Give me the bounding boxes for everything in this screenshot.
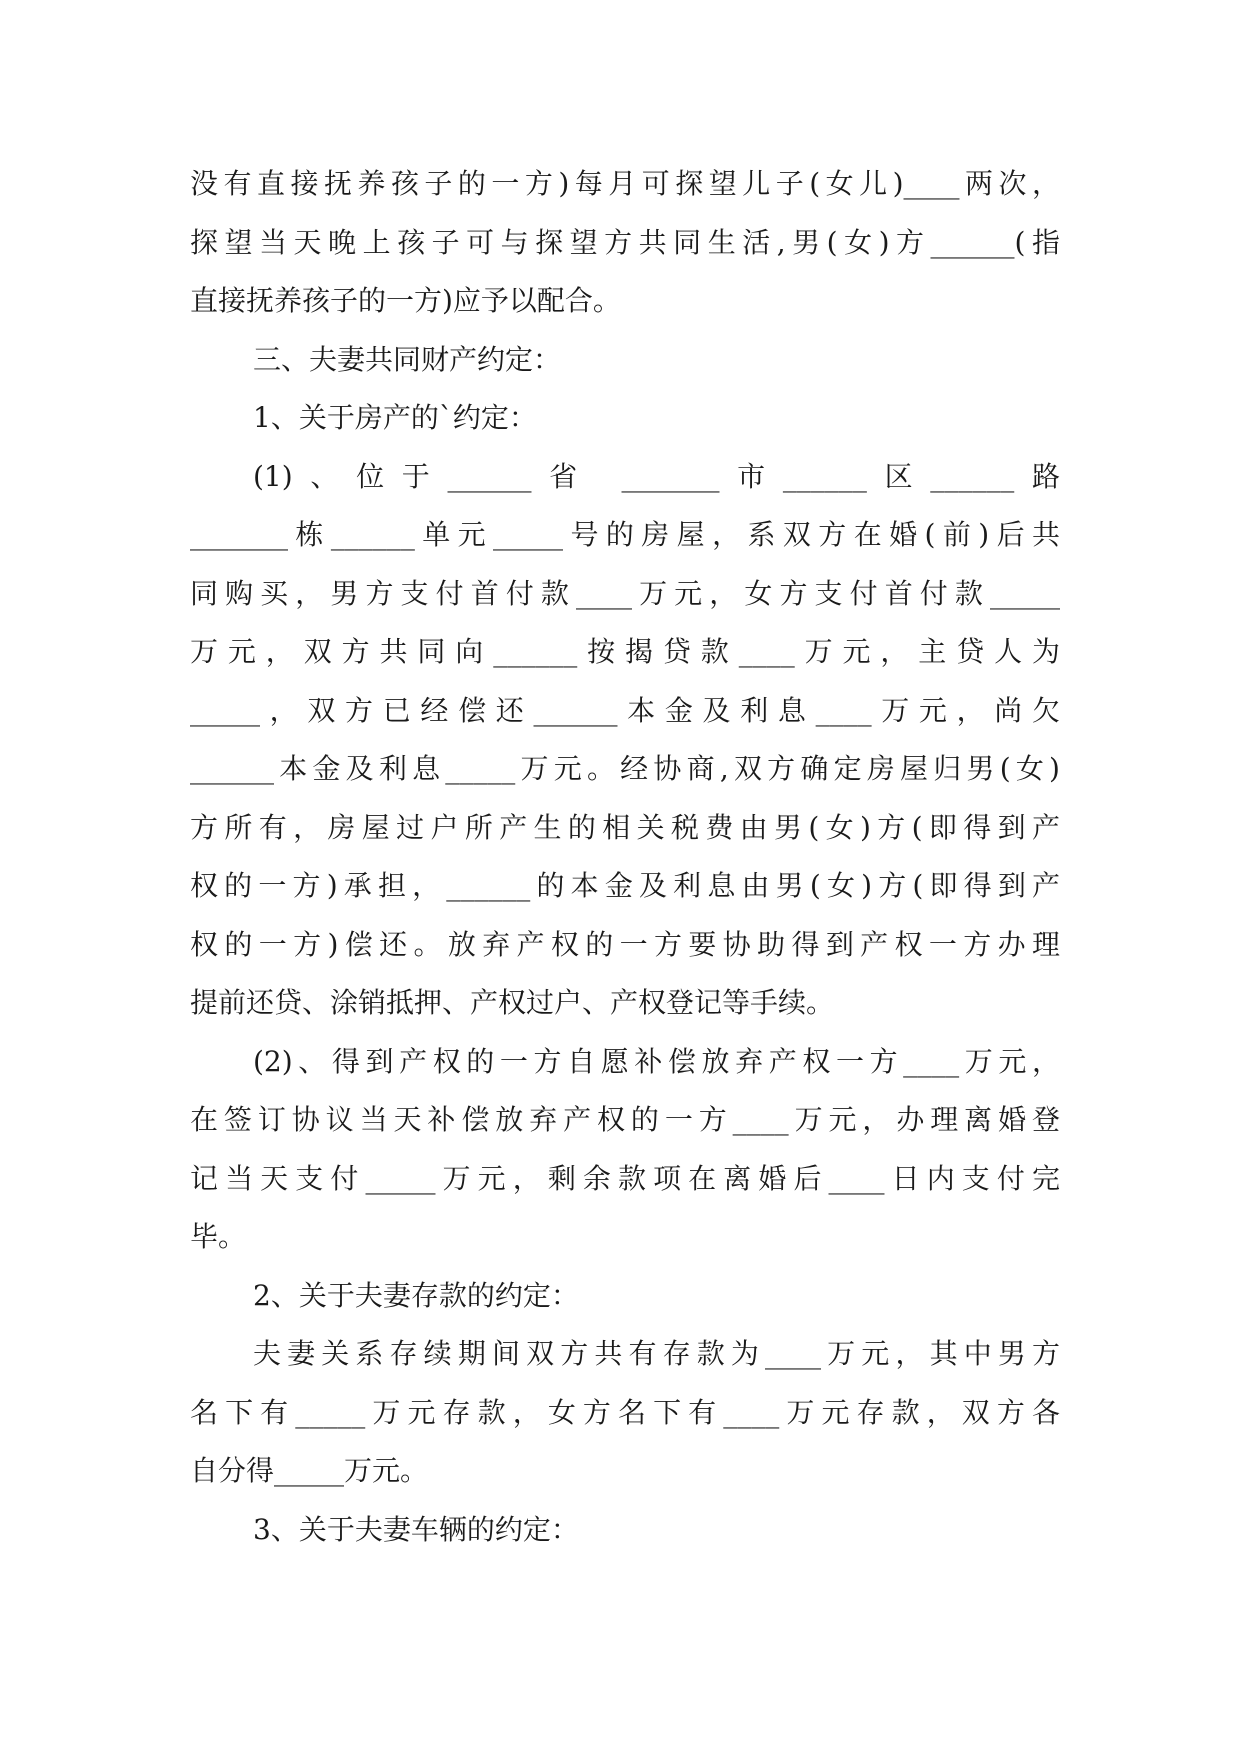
body-line: 记当天支付_____万元，剩余款项在离婚后____日内支付完 — [190, 1161, 1060, 1195]
body-line: (1)、位于______省 _______市______区______路 — [253, 459, 1060, 493]
body-line: 直接抚养孩子的一方)应予以配合。 — [190, 284, 621, 317]
body-line: 在签订协议当天补偿放弃产权的一方____万元，办理离婚登 — [190, 1103, 1060, 1136]
body-line: ______本金及利息_____万元。经协商,双方确定房屋归男(女) — [190, 752, 1060, 785]
subsection-heading: 2、关于夫妻存款的约定： — [253, 1278, 579, 1312]
body-line: 自分得_____万元。 — [190, 1454, 429, 1487]
body-line: 名下有_____万元存款，女方名下有____万元存款，双方各 — [190, 1395, 1060, 1429]
subsection-heading: 1、关于房产的`约定： — [253, 401, 537, 434]
body-line: _____，双方已经偿还______本金及利息____万元，尚欠 — [190, 693, 1060, 727]
body-line: 没有直接抚养孩子的一方)每月可探望儿子(女儿)____两次， — [190, 167, 1060, 200]
subsection-heading: 3、关于夫妻车辆的约定： — [253, 1512, 579, 1546]
body-line: 探望当天晚上孩子可与探望方共同生活,男(女)方______(指 — [190, 225, 1060, 259]
body-line: 同购买，男方支付首付款____万元，女方支付首付款_____ — [190, 576, 1060, 610]
body-line: 毕。 — [190, 1220, 247, 1253]
body-line: 方所有，房屋过户所产生的相关税费由男(女)方(即得到产 — [190, 810, 1060, 844]
section-heading: 三、夫妻共同财产约定： — [253, 342, 562, 376]
body-line: _______栋______单元_____号的房屋，系双方在婚(前)后共 — [190, 518, 1060, 551]
body-line: 提前还贷、涂销抵押、产权过户、产权登记等手续。 — [190, 986, 835, 1019]
document-body — [190, 155, 1060, 1559]
body-line: 万元，双方共同向______按揭贷款____万元，主贷人为 — [190, 635, 1060, 668]
body-line: 权的一方)偿还。放弃产权的一方要协助得到产权一方办理 — [190, 927, 1060, 961]
body-line: 夫妻关系存续期间双方共有存款为____万元，其中男方 — [253, 1337, 1060, 1370]
body-line: (2)、得到产权的一方自愿补偿放弃产权一方____万元， — [253, 1044, 1060, 1078]
body-line: 权的一方)承担，______的本金及利息由男(女)方(即得到产 — [190, 869, 1060, 902]
